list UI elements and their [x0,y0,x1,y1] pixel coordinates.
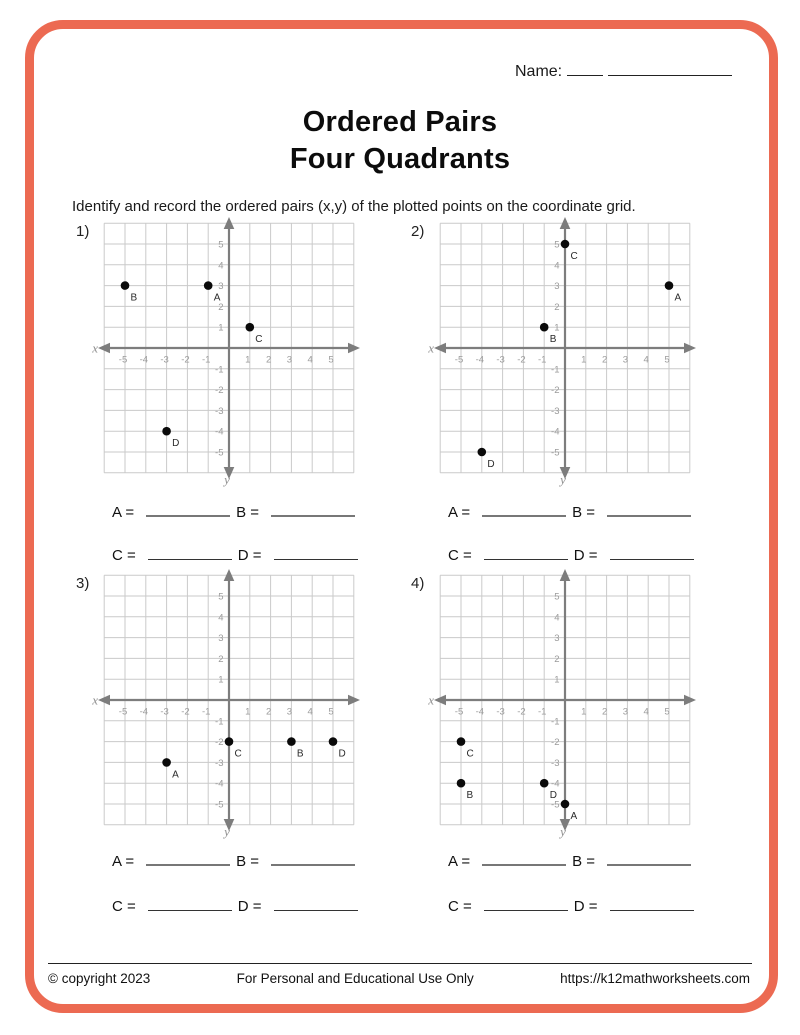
answer-label-d: D = [573,898,598,915]
problem-number-4: 4) [411,575,425,592]
x-tick-label: 1 [581,706,587,718]
x-tick-label: 4 [643,706,649,718]
problem-number-1: 1) [76,223,90,240]
footer-url[interactable]: https://k12mathworksheets.com [560,971,750,986]
footer-copyright: © copyright 2023 [48,971,151,986]
page-title [0,104,800,178]
y-axis-label: y [224,824,230,839]
plotted-point-C [225,737,234,746]
coordinate-grid-1 [83,210,375,493]
coordinate-grid-4 [419,562,711,845]
answer-label-d: D = [237,547,262,564]
x-tick-label: -3 [496,354,505,366]
y-tick-label: 5 [554,239,560,251]
plotted-point-D [540,779,549,788]
answer-blank-3-d[interactable] [274,897,358,911]
point-label-D: D [549,790,557,802]
answer-row-2-cd [448,546,700,564]
x-tick-label: -5 [454,354,464,366]
point-label-A: A [570,811,578,822]
answer-label-a: A = [112,504,135,521]
answer-label-c: C = [448,547,472,564]
x-axis-label: x [92,692,98,708]
point-label-A: A [213,292,221,304]
point-label-A: A [172,769,179,781]
y-tick-label: -3 [551,757,560,769]
y-tick-label: 4 [218,612,224,624]
y-tick-label: 2 [554,301,560,313]
y-tick-label: 4 [554,612,560,624]
x-tick-label: 1 [245,706,251,718]
x-tick-label: -3 [160,706,169,718]
y-tick-label: -5 [215,799,224,811]
x-tick-label: -1 [537,354,547,366]
answer-blank-1-b[interactable] [271,502,355,517]
x-tick-label: -4 [139,354,149,366]
x-tick-label: 2 [265,354,272,366]
y-axis-label: y [560,472,566,487]
point-label-B: B [130,292,138,304]
y-tick-label: -3 [551,405,560,417]
y-tick-label: 5 [218,591,224,603]
name-label: Name: [515,63,563,80]
problem-number-2: 2) [411,223,425,240]
footer-divider [48,963,752,964]
y-tick-label: 1 [218,322,224,334]
x-tick-label: 3 [286,706,293,718]
answer-row-3-ab [112,851,361,870]
answer-label-a: A = [448,853,471,870]
y-tick-label: 3 [218,633,224,645]
x-axis-label: x [92,340,98,356]
y-tick-label: -5 [551,447,560,459]
x-axis-label: x [428,340,434,356]
x-tick-label: -2 [517,354,526,366]
answer-blank-3-a[interactable] [146,851,230,866]
x-tick-label: -4 [475,706,485,718]
answer-label-c: C = [448,898,472,915]
answer-blank-3-c[interactable] [148,897,232,911]
coordinate-grid-3 [83,562,375,845]
y-tick-label: -4 [215,778,224,790]
y-tick-label: 2 [554,653,560,665]
x-tick-label: 3 [286,354,293,366]
point-label-D: D [172,438,180,450]
y-tick-label: 1 [554,322,560,334]
plotted-point-B [287,737,296,746]
x-tick-label: -4 [475,354,485,366]
x-tick-label: 1 [581,354,587,366]
x-tick-label: 5 [664,706,670,718]
x-tick-label: -3 [160,354,169,366]
y-tick-label: 3 [218,281,224,293]
point-label-A: A [674,292,682,304]
answer-label-b: B = [572,504,596,521]
name-blank-line-long[interactable] [608,61,732,76]
footer [48,971,750,986]
y-tick-label: -1 [215,716,224,728]
answer-row-4-cd [448,897,700,915]
x-tick-label: -5 [118,706,128,718]
plotted-point-D [329,737,338,746]
answer-row-1-ab [112,502,361,521]
y-tick-label: 5 [554,591,560,603]
point-label-D: D [487,459,495,470]
x-tick-label: 2 [601,706,608,718]
answer-blank-4-d[interactable] [610,897,694,911]
y-tick-label: -1 [551,364,560,376]
x-tick-label: 4 [307,354,313,366]
answer-blank-1-d[interactable] [274,546,358,560]
y-tick-label: 2 [218,653,224,665]
y-tick-label: -3 [215,757,224,769]
answer-label-b: B = [236,504,260,521]
point-label-B: B [549,334,557,346]
x-tick-label: -1 [201,706,211,718]
x-tick-label: 3 [622,354,629,366]
answer-blank-4-c[interactable] [484,897,568,911]
y-tick-label: -2 [215,737,224,749]
answer-row-1-cd [112,546,364,564]
x-tick-label: -5 [454,706,464,718]
x-tick-label: -1 [537,706,547,718]
x-tick-label: -2 [181,354,190,366]
y-tick-label: -3 [215,405,224,417]
y-tick-label: 5 [218,239,224,251]
y-tick-label: 3 [554,633,560,645]
x-tick-label: 4 [307,706,313,718]
plotted-point-A [162,758,171,767]
y-tick-label: -5 [215,447,224,459]
y-tick-label: -2 [551,737,560,749]
title-line-2: Four Quadrants [289,143,511,175]
coordinate-grid-2 [419,210,711,493]
answer-label-c: C = [112,547,136,564]
x-tick-label: 5 [328,706,334,718]
answer-blank-2-d[interactable] [610,546,694,560]
y-tick-label: -1 [215,364,224,376]
answer-blank-3-b[interactable] [271,851,355,866]
answer-label-a: A = [112,853,135,870]
title-line-1: Ordered Pairs [302,106,498,138]
x-tick-label: 5 [664,354,670,366]
y-tick-label: -4 [551,778,560,790]
x-tick-label: 5 [328,354,334,366]
answer-row-4-ab [448,851,697,870]
y-tick-label: -4 [215,426,224,438]
y-tick-label: -2 [551,385,560,397]
answer-blank-2-c[interactable] [484,546,568,560]
x-tick-label: -5 [118,354,128,366]
point-label-B: B [466,790,474,802]
answer-label-d: D = [573,547,598,564]
y-tick-label: 1 [554,674,560,686]
x-tick-label: 2 [265,706,272,718]
plotted-point-A [561,800,570,809]
problem-number-3: 3) [76,575,90,592]
answer-label-b: B = [236,853,260,870]
plotted-point-D [162,427,171,436]
y-tick-label: -4 [551,426,560,438]
x-tick-label: 1 [245,354,251,366]
plotted-point-B [457,779,466,788]
answer-label-c: C = [112,898,136,915]
y-tick-label: 1 [218,674,224,686]
answer-blank-4-a[interactable] [482,851,566,866]
answer-blank-4-b[interactable] [607,851,691,866]
answer-row-2-ab [448,502,697,521]
point-label-C: C [234,748,242,760]
plotted-point-A [665,281,674,290]
x-tick-label: 3 [622,706,629,718]
y-tick-label: 3 [554,281,560,293]
point-label-D: D [338,748,346,760]
x-tick-label: 2 [601,354,608,366]
answer-label-a: A = [448,504,471,521]
x-tick-label: -4 [139,706,149,718]
x-tick-label: -3 [496,706,505,718]
y-axis-label: y [560,824,566,839]
footer-usage: For Personal and Educational Use Only [236,971,474,986]
x-tick-label: -1 [201,354,211,366]
x-tick-label: -2 [517,706,526,718]
point-label-C: C [570,251,578,262]
point-label-C: C [255,334,263,346]
y-tick-label: -2 [215,385,224,397]
y-tick-label: 2 [218,301,224,313]
answer-blank-1-c[interactable] [148,546,232,560]
y-tick-label: 4 [218,260,224,272]
plotted-point-C [561,240,570,249]
name-row [515,61,732,81]
y-tick-label: 4 [554,260,560,272]
x-axis-label: x [428,692,434,708]
x-tick-label: -2 [181,706,190,718]
y-tick-label: -5 [551,799,560,811]
point-label-B: B [296,748,304,760]
plotted-point-D [478,448,487,457]
plotted-point-C [457,737,466,746]
y-axis-label: y [224,472,230,487]
answer-row-3-cd [112,897,364,915]
answer-label-d: D = [237,898,262,915]
answer-label-b: B = [572,853,596,870]
plotted-point-B [121,281,130,290]
answer-blank-2-b[interactable] [607,502,691,517]
plotted-point-A [204,281,213,290]
name-blank-line-short[interactable] [567,61,603,76]
instructions-text: Identify and record the ordered pairs (x,y) of the plotted points on the coordinate grid. [72,198,636,215]
x-tick-label: 4 [643,354,649,366]
plotted-point-C [246,323,255,332]
point-label-C: C [466,748,474,760]
plotted-point-B [540,323,549,332]
answer-blank-1-a[interactable] [146,502,230,517]
y-tick-label: -1 [551,716,560,728]
answer-blank-2-a[interactable] [482,502,566,517]
